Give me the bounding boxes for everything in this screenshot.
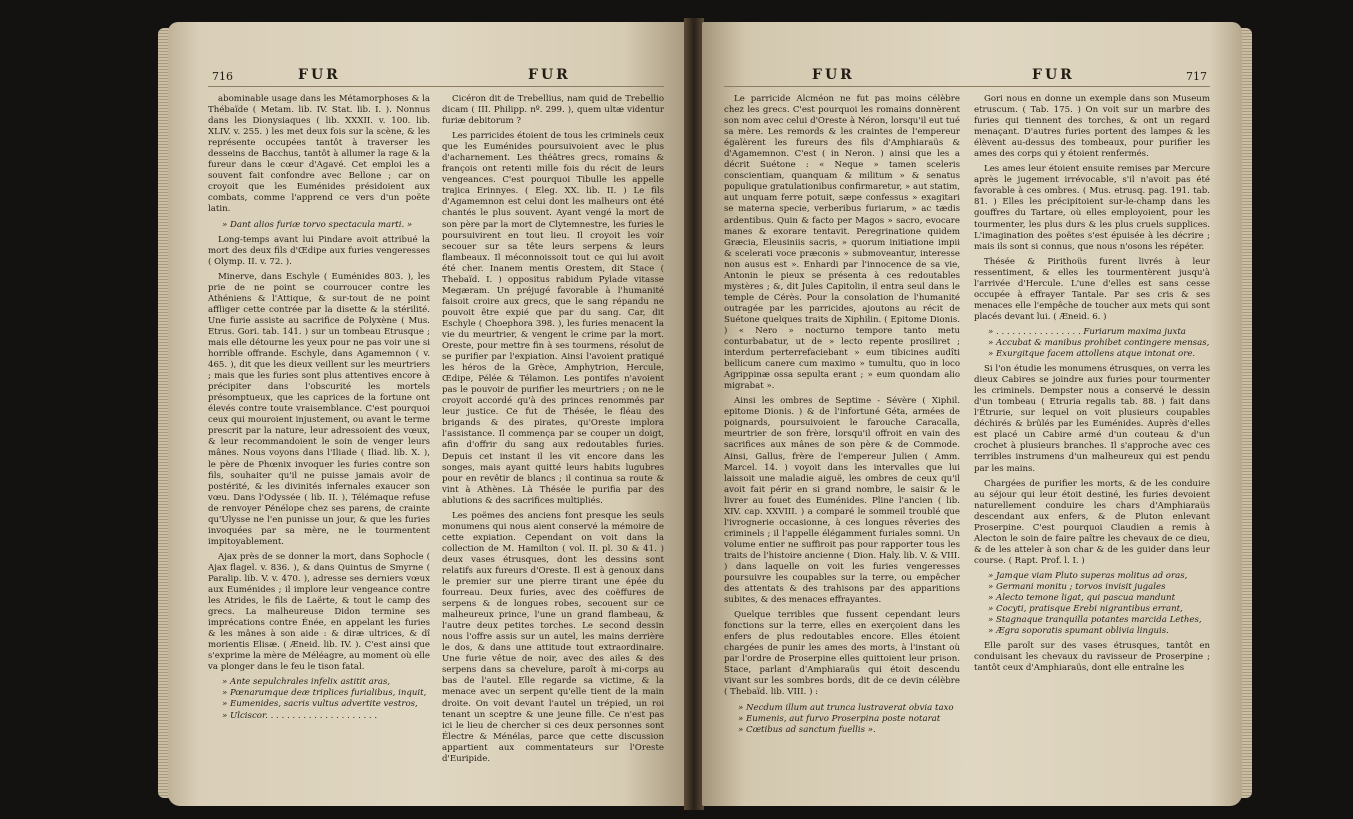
paragraph: Gori nous en donne un exemple dans son Museum etruscum. ( Tab. 175. ) On voit sur un marbre des furies qui tiennent des torches, & ont un regard menaçant. D'autres furies portent des lampes & les élèvent au-dessus des tombeaux, pour purifier les ames des corps qui y étoient renfermés. bbox=[974, 94, 1210, 160]
paragraph: Les poëmes des anciens font presque les seuls monumens qui nous aient conservé la mémoire de cette expiation. Cependant on voit dans la collection de M. Hamilton ( vol. II. pl. 30 & 41. ) deux vases étrusques, dont les dessins sont relatifs aux fureurs d'Oreste. Il est à genoux dans le premier sur une pierre tirant une épée du fourreau. Deux furies, avec des coëffures de serpens & de longues robes, secouent sur ce malheureux prince, l'une un grand flambeau, & l'autre deux petites torches. Le second dessin nous l'offre assis sur un autel, les mains derrière le dos, & dans une attitude tout extraordinaire. Une furie vêtue de noir, avec des ailes & des serpens dans sa chevelure, paroît à mi-corps au bas de l'autel. Elle regarde sa victime, & la menace avec un serpent qu'elle tient de la main droite. On voit devant l'autel un trépied, un roi tenant un sceptre & une jeune fille. Ce n'est pas ici le lieu de chercher si ces deux personnes sont Électre & Ménélas, parce que cette discussion appartient aux commentateurs sur l'Oreste d'Euripide. bbox=[442, 510, 664, 764]
verse-line: » Ægra soporatis spumant oblivia linguis. bbox=[988, 626, 1169, 637]
verse-line: » Jamque viam Pluto superas molitus ad oras, bbox=[988, 570, 1188, 581]
text-column bbox=[974, 94, 1210, 678]
paragraph: Quelque terribles que fussent cependant leurs fonctions sur la terre, elles en exerçoient dans les enfers de plus redoutables encore. Elles étoient chargées de punir les ames des morts, à l'instant où par l'ordre de Proserpine elles quittoient leur prison. Stace, parlant d'Amphiaraüs qui étoit descendu vivant sur les sombres bords, dit de ce devin célèbre ( Thebaïd. lib. VIII. ) : bbox=[724, 610, 960, 698]
right-page bbox=[702, 22, 1242, 806]
verse-line: » Germani monitu ; torvos invisit jugales bbox=[988, 581, 1166, 592]
paragraph: Chargées de purifier les morts, & de les conduire au séjour qui leur étoit destiné, les furies devoient naturellement conduire les chars d'Amphiaraüs descendant aux enfers, & de Pluton enlevant Proserpine. C'est pourquoi Claudien a remis à Alecton le soin de faire paître les chevaux de ce dieu, & de les atteler à son char & de les guider dans leur course. ( Rapt. Prof. l. I. ) bbox=[974, 478, 1210, 566]
verse-line: » Cœtibus ad sanctum fuellis ». bbox=[738, 724, 876, 735]
paragraph: Le parricide Alcméon ne fut pas moins célèbre chez les grecs. C'est pourquoi les romains donnèrent son nom avec celui d'Oreste à Néron, lorsqu'il eut tué sa mère. Les remords & les craintes de l'empereur égalèrent les fureurs des fils d'Amphiaraüs & d'Agamemnon. C'est ( in Neron. ) ainsi que les a décrit Suétone : « Neque » tamen sceleris conscientiam, quanquam & militum » & senatus populique gratulationibus confirmaretur, » aut statim, aut unquam ferre potuit, sæpe confessus » exagitari se materna specie, verberibus furiarum, » ac tædis ardentibus. Quin & facto per Magos » sacro, evocare manes & exorare tentavit. Peregrinatione quidem Græcia, Eleusiniis sacris, » quorum initiatione impii & scelerati voce præconis » submoveantur, interesse non ausus est ». Enhardi par l'innocence de sa vie, Antonin le pieux se présenta à ces redoutables mystères ; &, dit Jules Capitolin, il entra seul dans le temple de Cérès. Pour la consolation de l'humanité outragée par les parricides, ajoutons au récit de Suétone quelques traits de Xiphilin. ( Epitome Dionis. ) « Nero » nocturno tempore tanto metu conturbabatur, ut de » lecto repente prosiliret ; interdum perterrefaciebant » eum tibicines audîti bellicum canere cum maximo » tumultu, quo in loco Agrippinæ ossa sepulta erant ; » eum quondam alio migrabat ». bbox=[724, 94, 960, 392]
verse-line: » Exurgitque facem attollens atque intonat ore. bbox=[988, 349, 1196, 360]
page-number: 716 bbox=[212, 70, 233, 83]
text-column bbox=[442, 94, 664, 769]
header-rule bbox=[724, 86, 1210, 87]
running-header: FUR bbox=[812, 67, 855, 83]
verse-line: » . . . . . . . . . . . . . . . . Furiarum maxima juxta bbox=[988, 326, 1186, 337]
verse-line: » Pœnarumque deæ triplices furialibus, inquit, bbox=[222, 688, 427, 699]
paragraph: Ainsi les ombres de Septime - Sévère ( Xiphil. epitome Dionis. ) & de l'infortuné Géta, armées de poignards, poursuivoient le farouche Caracalla, meurtrier de son frère, lorsqu'il offroit en vain des sacrifices aux mânes de son père & de Commode. Ainsi, Gallus, frère de l'empereur Julien ( Amm. Marcel. 14. ) voyoit dans les intervalles que lui laissoit une maladie aiguë, les ombres de ceux qu'il avoit fait périr en si grand nombre, le saisir & le livrer au fouet des Euménides. Pline l'ancien ( lib. XIV. cap. XXVIII. ) a comparé le sommeil troublé que l'ivrognerie occasionne, à ces longues rêveries des criminels ; il l'appelle élégamment furiales somni. Un volume entier ne suffiroit pas pour rapporter tous les traits de l'histoire ancienne ( Dion. Haly. lib. V. & VIII. ) dans laquelle on voit les furies vengeresses poursuivre les coupables sur la terre, ou empêcher des attentats & des trahisons par des apparitions subites, & des menaces effrayantes. bbox=[724, 396, 960, 606]
text-column bbox=[208, 94, 430, 726]
verse-line: » Accubat & manibus prohibet contingere mensas, bbox=[988, 337, 1210, 348]
book-gutter bbox=[684, 18, 704, 810]
running-header: FUR bbox=[528, 67, 571, 83]
paragraph: Minerve, dans Eschyle ( Euménides 803. ), les prie de ne point se courroucer contre les Athéniens & l'Attique, & sur-tout de ne point affliger cette contrée par la disette & la stérilité. Une furie assiste au sacrifice de Polyxène ( Mus. Etrus. Gori. tab. 141. ) sur un tombeau Etrusque ; mais elle détourne les yeux pour ne pas voir une si horrible offrande. Eschyle, dans Agamemnon ( v. 465. ), dit que les dieux veillent sur les meurtriers ; mais que les furies sont plus attentives encore à précipiter dans l'obscurité les mortels présomptueux, que les caprices de la fortune ont élevés contre toute vraisemblance. C'est pourquoi ceux qui mouroient injustement, ou avant le terme prescrit par la nature, leur adressoient des vœux, & leur recommandoient le soin de venger leurs mânes. Nous voyons dans l'Iliade ( Iliad. lib. X. ), le père de Phœnix invoquer les furies contre son fils, souhaiter qu'il ne puisse jamais avoir de postérité, & les divinités infernales exaucer son vœu. Dans l'Odyssée ( lib. II. ), Télémaque refuse de renvoyer Pénélope chez ses parens, de crainte qu'Ulysse ne l'en punisse un jour, & que les furies invoquées par sa mère, ne le tourmentent impitoyablement. bbox=[208, 271, 430, 547]
paragraph: Ajax près de se donner la mort, dans Sophocle ( Ajax flagel. v. 836. ), & dans Quintus de Smyrne ( Paralip. lib. V. v. 470. ), adresse ses derniers vœux aux Euménides ; il implore leur vengeance contre les Atrides, le fils de Laërte, & tout le camp des grecs. La malheureuse Didon termine ses imprécations contre Énée, en appelant les furies & les mânes à son aide : & diræ ultrices, & dî morientis Elisæ. ( Æneid. lib. IV. ). C'est ainsi que s'exprime la mère de Méléagre, au moment où elle va plonger dans le feu le tison fatal. bbox=[208, 551, 430, 673]
running-header: FUR bbox=[298, 67, 341, 83]
left-page bbox=[168, 22, 686, 806]
verse-line: » Eumenis, aut furvo Proserpina poste notarat bbox=[738, 713, 941, 724]
verse-line: » Alecto temone ligat, qui pascua mandunt bbox=[988, 593, 1176, 604]
paragraph: Elle paroît sur des vases étrusques, tantôt en conduisant les chevaux du ravisseur de Proserpine ; tantôt ceux d'Amphiaraüs, dont elle entraîne les bbox=[974, 641, 1210, 674]
verse-line: » Cocyti, pratisque Erebi nigrantibus errant, bbox=[988, 604, 1183, 615]
verse-line: » Necdum illum aut trunca lustraverat obvia taxo bbox=[738, 702, 954, 713]
paragraph: abominable usage dans les Métamorphoses & la Thébaïde ( Metam. lib. IV. Stat. lib. I. ). Nonnus dans les Dionysiaques ( lib. XXXII. v. 100. lib. XLIV. v. 255. ) les met deux fois sur la scène, & les représente occupées tantôt à traverser les desseins de Bacchus, tantôt à allumer la rage & la fureur dans le cœur d'Agavé. Cet emploi les a souvent fait confondre avec Bellone ; car on croyoit que les Euménides présidoient aux combats, comme l'apprend ce vers d'un poëte latin. bbox=[208, 94, 430, 215]
page-number: 717 bbox=[1186, 70, 1207, 83]
verse-line: » Ulciscor. . . . . . . . . . . . . . . . . . . . . bbox=[222, 710, 378, 721]
text-column bbox=[724, 94, 960, 740]
verse-line: » Eumenides, sacris vultus advertite vestros, bbox=[222, 699, 418, 710]
verse-line: » Stagnaque tranquilla potantes marcida Lethes, bbox=[988, 615, 1202, 626]
running-header: FUR bbox=[1032, 67, 1075, 83]
paragraph: Les parricides étoient de tous les criminels ceux que les Euménides poursuivoient avec le plus d'acharnement. Les théâtres grecs, romains & françois ont retenti mille fois du récit de leurs vengeances. C'est pourquoi Tibulle les appelle trajica Erinnyes. ( Eleg. XX. lib. II. ) Le fils d'Agamemnon est celui dont les malheurs ont été chantés le plus souvent. Ayant vengé la mort de son père par la mort de Clytemnestre, les furies le poursuivirent en tout lieu. Il croyoit les voir secouer sur sa tête leurs serpens & leurs flambeaux. Il méconnoissoit tout ce qui lui avoit été cher. Inanem mentis Orestem, dit Stace ( Thebaïd. I. ) oppositus rabidum Pylade vitasse Megæram. Un préjugé favorable à l'humanité faisoit croire aux grecs, que le sang répandu ne pouvoit être expié que par du sang. Car, dit Eschyle ( Choephora 398. ), les furies menacent la vie du meurtrier, & vengent le crime par la mort. Oreste, pour mettre fin à ses tourmens, résolut de se purifier par l'expiation. Ainsi l'avoient pratiqué les héros de la Grèce, Amphytrion, Hercule, Œdipe, Pélée & Télamon. Les pontifes n'avoient pas le pouvoir de purifier les meurtriers ; on ne le croyoit accordé qu'à des princes renommés par leur justice. Ce fut de Thésée, le fléau des brigands & des pirates, qu'Oreste implora l'assistance. Il commença par se couper un doigt, afin d'offrir du sang aux redoutables furies. Depuis cet instant il les vit encore dans les songes, mais ayant quitté leurs habits lugubres pour en revêtir de blancs ; il continua sa route & vint à Athènes. Là Thésée le purifia par des ablutions & des sacrifices multipliés. bbox=[442, 131, 664, 506]
paragraph: Cicéron dit de Trebellius, nam quid de Trebellio dicam ( III. Philipp. nº. 299. ), quem ultæ videntur furiæ debitorum ? bbox=[442, 94, 664, 127]
paragraph: Long-temps avant lui Pindare avoit attribué la mort des deux fils d'Œdipe aux furies vengeresses ( Olymp. II. v. 72. ). bbox=[208, 234, 430, 267]
verse-line: » Ante sepulchrales infelix astitit aras, bbox=[222, 677, 391, 688]
paragraph: Les ames leur étoient ensuite remises par Mercure après le jugement irrévocable, s'il n'avoit pas été favorable à ces ombres. ( Mus. etrusq. pag. 191. tab. 81. ) Elles les précipitoient sur-le-champ dans les gouffres du Tartare, où elles employoient, pour les tourmenter, les plus durs & les plus cruels supplices. L'imagination des poëtes s'est épuisée à les décrire ; mais ils sont si connus, que nous n'osons les répéter. bbox=[974, 164, 1210, 252]
paragraph: Si l'on étudie les monumens étrusques, on verra les dieux Cabires se joindre aux furies pour tourmenter les criminels. Dempster nous a conservé le dessin d'un tombeau ( Etruria regalis tab. 88. ) fait dans l'Étrurie, sur lequel on voit plusieurs coupables déchirés & brûlés par les Euménides. Auprès d'elles est placé un Cabire armé d'un couteau & d'un crochet à plusieurs branches. Il s'approche avec ces terribles instrumens d'un malheureux qui est pendu par les mains. bbox=[974, 364, 1210, 474]
paragraph: Thésée & Pirithoüs furent livrés à leur ressentiment, & elles les tourmentèrent jusqu'à l'arrivée d'Hercule. L'une d'elles est sans cesse occupée à effrayer Tantale. Par ses cris & ses menaces elle l'empêche de toucher aux mets qui sont placés devant lui. ( Æneid. 6. ) bbox=[974, 256, 1210, 322]
verse-line: » Dant alios furiæ torvo spectacula marti. » bbox=[222, 219, 413, 230]
header-rule bbox=[208, 86, 664, 87]
